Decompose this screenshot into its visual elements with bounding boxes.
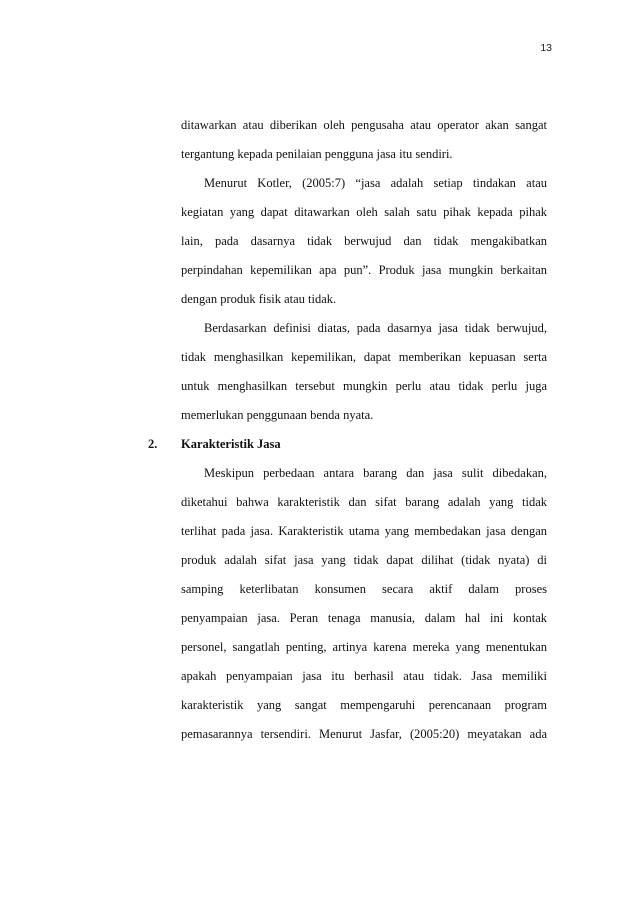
text-line: tidak menghasilkan kepemilikan, dapat memberikan kepuasan serta [181,350,547,364]
section-heading-title: Karakteristik Jasa [181,437,281,451]
text-line: personel, sangatlah penting, artinya karena mereka yang menentukan [181,640,547,654]
text-line: diketahui bahwa karakteristik dan sifat barang adalah yang tidak [181,495,547,509]
body-text [148,111,547,749]
text-line: Berdasarkan definisi diatas, pada dasarnya jasa tidak berwujud, [204,321,547,335]
text-line: penyampaian jasa. Peran tenaga manusia, dalam hal ini kontak [181,611,547,625]
text-line: ditawarkan atau diberikan oleh pengusaha atau operator akan sangat [181,118,547,132]
text-line: samping keterlibatan konsumen secara aktif dalam proses [181,582,547,596]
text-line: memerlukan penggunaan benda nyata. [181,408,374,422]
text-line: Meskipun perbedaan antara barang dan jasa sulit dibedakan, [204,466,547,480]
page-number: 13 [540,42,552,54]
text-line: kegiatan yang dapat ditawarkan oleh salah satu pihak kepada pihak [181,205,547,219]
text-line: untuk menghasilkan tersebut mungkin perlu atau tidak perlu juga [181,379,547,393]
text-line: karakteristik yang sangat mempengaruhi perencanaan program [181,698,547,712]
section-heading [148,430,547,459]
section-heading-number: 2. [148,437,158,451]
text-line: tergantung kepada penilaian pengguna jasa itu sendiri. [181,147,453,161]
text-line: produk adalah sifat jasa yang tidak dapat dilihat (tidak nyata) di [181,553,547,567]
text-line: terlihat pada jasa. Karakteristik utama yang membedakan jasa dengan [181,524,547,538]
text-line: Menurut Kotler, (2005:7) “jasa adalah setiap tindakan atau [204,176,547,190]
text-line: perpindahan kepemilikan apa pun”. Produk jasa mungkin berkaitan [181,263,547,277]
text-line: lain, pada dasarnya tidak berwujud dan tidak mengakibatkan [181,234,547,248]
text-line: apakah penyampaian jasa itu berhasil atau tidak. Jasa memiliki [181,669,547,683]
text-line: dengan produk fisik atau tidak. [181,292,337,306]
text-line: pemasarannya tersendiri. Menurut Jasfar, (2005:20) meyatakan ada [181,727,547,741]
